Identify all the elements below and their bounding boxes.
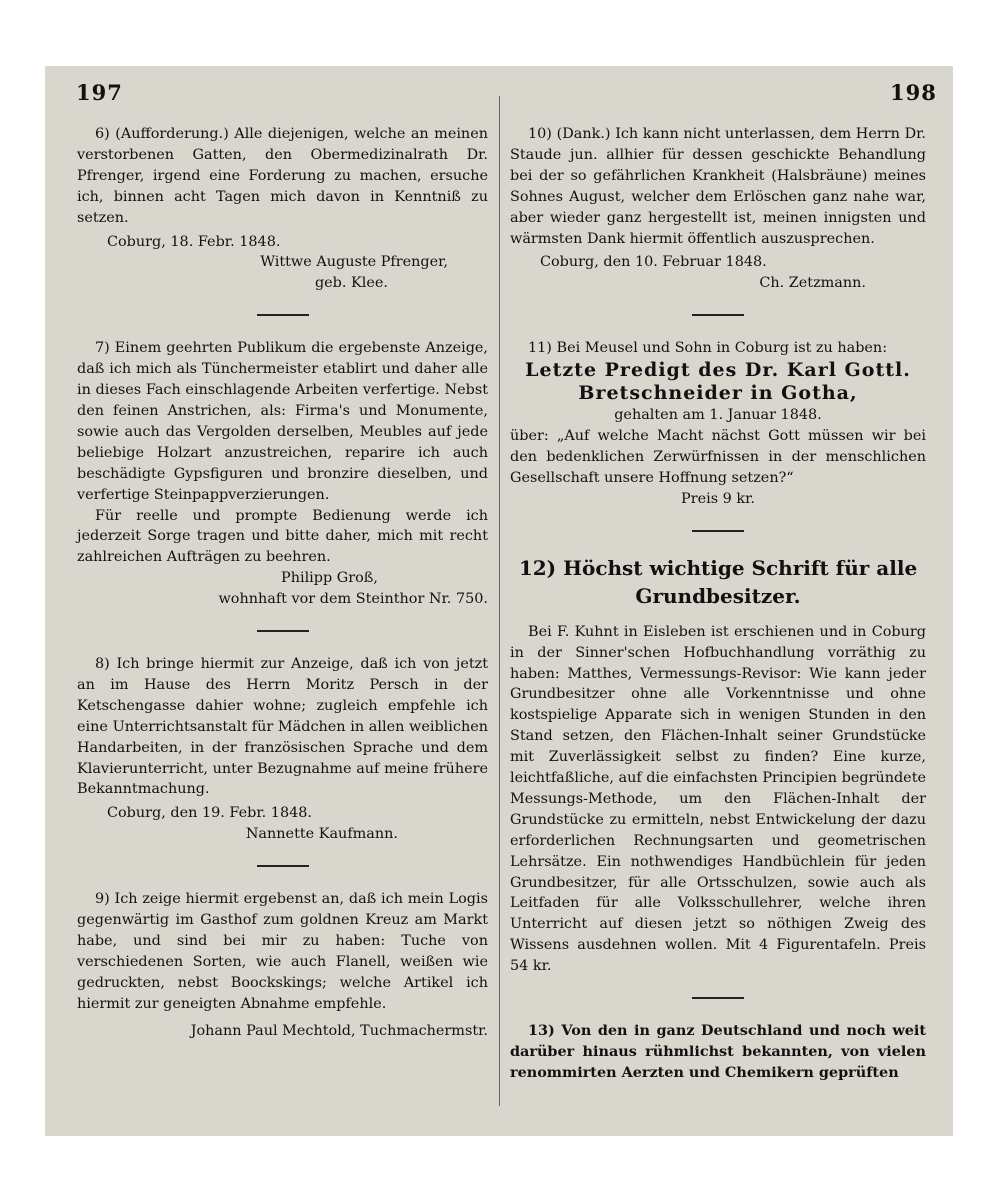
- ad-9-text: 9) Ich zeige hiermit ergebenst an, daß ich mein Logis gegenwärtig im Gasthof zum goldnen Kreuz am Markt habe, und sind bei mir zu haben: Tuche von verschiedenen Sorten, wie auch Flanell, weißen wie gedruckten, nebst Boockskings; welche Artikel ich hiermit zur geneigten Abnahme empfehle.: [77, 891, 488, 1012]
- separator-rule: [692, 314, 744, 316]
- ad-6-text: 6) (Aufforderung.) Alle diejenigen, welche an meinen verstorbenen Gatten, den Obermedizinalrath Dr. Pfrenger, irgend eine Forderung zu machen, ersuche ich, binnen acht Tagen mich davon in Kenntniß zu setzen.: [77, 126, 488, 226]
- page-number-left: 197: [76, 80, 123, 105]
- page-number-right: 198: [890, 80, 937, 105]
- ad-11-intro: 11) Bei Meusel und Sohn in Coburg ist zu haben:: [528, 340, 888, 357]
- advertisement-12: [510, 554, 926, 977]
- right-column: [510, 124, 926, 1084]
- ad-6-signature-maiden: geb. Klee.: [314, 275, 388, 292]
- advertisement-6: [77, 124, 488, 294]
- ad-7-text: 7) Einem geehrten Publikum die ergebenste Anzeige, daß ich mich als Tünchermeister etablirt und daher alle in dieses Fach einschlagende Arbeiten verfertige. Nebst den feinen Anstrichen, als: Firma's und Monumente, sowie auch das Vergolden derselben, Meubles auf jede beliebige Holzart anzustreichen, reparire ich auch beschädigte Gypsfiguren und bronzire dieselben, und verfertige Steinpappverzierungen.: [77, 340, 488, 503]
- advertisement-11: [510, 338, 926, 509]
- advertisement-13: [510, 1021, 926, 1084]
- ad-11-title-line-1: Letzte Predigt des Dr. Karl Gottl.: [525, 359, 911, 382]
- ad-7-text-2: Für reelle und prompte Bedienung werde ich jederzeit Sorge tragen und bitte daher, mich mit recht zahlreichen Aufträgen zu beehren.: [77, 507, 488, 566]
- ad-7-signature-name: Philipp Groß,: [281, 570, 378, 587]
- ad-9-signature: Johann Paul Mechtold, Tuchmachermstr.: [190, 1022, 488, 1039]
- ad-6-signature-name: Wittwe Auguste Pfrenger,: [260, 254, 448, 271]
- separator-rule: [692, 530, 744, 532]
- ad-7-signature-address: wohnhaft vor dem Steinthor Nr. 750.: [218, 591, 488, 608]
- separator-rule: [257, 314, 309, 316]
- ad-10-signature: Ch. Zetzmann.: [759, 275, 866, 292]
- ad-10-text: 10) (Dank.) Ich kann nicht unterlassen, dem Herrn Dr. Staude jun. allhier für dessen geschickte Behandlung bei der so gefährlichen Krankheit (Halsbräune) meines Sohnes August, welcher dem Erlöschen ganz nahe war, aber wieder ganz hergestellt ist, meinen innigsten und wärmsten Dank hiermit öffentlich auszusprechen.: [510, 126, 926, 247]
- ad-11-text: über: „Auf welche Macht nächst Gott müssen wir bei den bedenklichen Zerwürfnissen in der menschlichen Gesellschaft unsere Hoffnung setzen?“: [510, 428, 926, 486]
- ad-12-text: Bei F. Kuhnt in Eisleben ist erschienen und in Coburg in der Sinner'schen Hofbuchhandlung vorräthig zu haben: Matthes, Vermessungs-Revisor: Wie kann jeder Grundbesitzer ohne alle Vorkenntnisse und ohne kostspielige Apparate sich in wenigen Stunden in den Stand setzen, den Flächen-Inhalt seiner Grundstücke mit Zuverlässigkeit selbst zu finden? Eine kurze, leichtfaßliche, auf die einfachsten Principien begründete Messungs-Methode, um den Flächen-Inhalt der Grundstücke zu ermitteln, nebst Entwickelung der dazu erforderlichen Rechnungsarten und geometrischen Lehrsätze. Ein nothwendiges Handbüchlein für jeden Grundbesitzer, für alle Ortsschulzen, sowie auch als Leitfaden für alle Volksschullehrer, welche ihren Unterricht auf diesen jetzt so nöthigen Zweig des Wissens ausdehnen wollen. Mit 4 Figurentafeln. Preis 54 kr.: [510, 623, 927, 975]
- ad-8-text: 8) Ich bringe hiermit zur Anzeige, daß ich von jetzt an im Hause des Herrn Moritz Persch in der Ketschengasse dahier wohne; zugleich empfehle ich eine Unterrichtsanstalt für Mädchen in allen weiblichen Handarbeiten, in der französischen Sprache und dem Klavierunterricht, unter Bezugnahme auf meine frühere Bekanntmachung.: [77, 656, 488, 798]
- ad-12-heading-line-2: Grundbesitzer.: [635, 583, 801, 608]
- separator-rule: [692, 997, 744, 999]
- ad-10-place-date: Coburg, den 10. Februar 1848.: [540, 254, 767, 271]
- ad-8-place-date: Coburg, den 19. Febr. 1848.: [107, 805, 312, 822]
- ad-12-heading-line-1: 12) Höchst wichtige Schrift für alle: [518, 555, 918, 580]
- separator-rule: [257, 865, 309, 867]
- ad-13-text: 13) Von den in ganz Deutschland und noch weit darüber hinaus rühmlichst bekannten, von vielen renommirten Aerzten und Chemikern geprüften: [510, 1022, 926, 1081]
- ad-11-title-line-2: Bretschneider in Gotha,: [578, 382, 858, 405]
- ad-8-signature: Nannette Kaufmann.: [245, 826, 398, 843]
- advertisement-9: [77, 889, 488, 1041]
- ad-11-price: Preis 9 kr.: [681, 490, 755, 507]
- column-divider: [499, 96, 500, 1106]
- advertisement-10: [510, 124, 926, 294]
- advertisement-8: [77, 654, 488, 845]
- left-column: [77, 124, 488, 1042]
- ad-12-heading: [510, 554, 926, 610]
- ad-11-subtitle: gehalten am 1. Januar 1848.: [614, 407, 822, 424]
- separator-rule: [257, 630, 309, 632]
- ad-6-place-date: Coburg, 18. Febr. 1848.: [107, 233, 281, 250]
- advertisement-7: [77, 338, 488, 610]
